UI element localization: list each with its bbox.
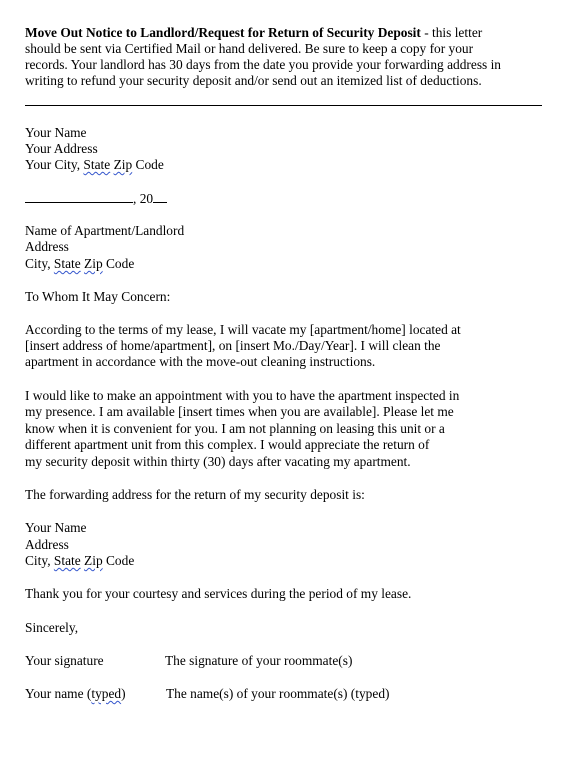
notice-title: Move Out Notice to Landlord/Request for Return of Security Deposit xyxy=(25,25,421,40)
your-name-typed-prefix: Your name ( xyxy=(25,686,92,701)
recipient-city: City, xyxy=(25,256,54,271)
notice-header-line-3: records. Your landlord has 30 days from the date you provide your forwarding address in xyxy=(25,57,502,72)
header-divider xyxy=(25,105,542,106)
para1-line-1: According to the terms of my lease, I will vacate my [apartment/home] located at xyxy=(25,322,461,337)
date-year-prefix: , 20 xyxy=(133,191,154,206)
date-blank xyxy=(25,190,133,203)
recipient-zip: Zip xyxy=(84,256,103,271)
para2-line-4: different apartment unit from this complex. I would appreciate the return of xyxy=(25,437,430,452)
forwarding-intro: The forwarding address for the return of my security deposit is: xyxy=(25,487,365,502)
para1-line-3: apartment in accordance with the move-out cleaning instructions. xyxy=(25,354,376,369)
sender-address: Your Address xyxy=(25,141,98,156)
sender-city: Your City, xyxy=(25,157,84,172)
sender-name: Your Name xyxy=(25,125,87,140)
notice-header-line-4: writing to refund your security deposit and/or send out an itemized list of deductions. xyxy=(25,73,482,88)
year-blank xyxy=(153,190,167,203)
para1-line-2: [insert address of home/apartment], on [insert Mo./Day/Year]. I will clean the xyxy=(25,338,441,353)
para2-line-3: know when it is convenient for you. I am not planning on leasing this unit or a xyxy=(25,421,445,436)
roommate-name-typed: The name(s) of your roommate(s) (typed) xyxy=(166,686,390,701)
forwarding-code: Code xyxy=(102,553,135,568)
roommate-signature: The signature of your roommate(s) xyxy=(165,653,353,668)
notice-header-text: - this letter xyxy=(420,25,483,40)
your-name-typed xyxy=(25,686,126,702)
forwarding-name: Your Name xyxy=(25,520,87,535)
recipient-city-line xyxy=(25,256,134,272)
forwarding-city-line xyxy=(25,553,134,569)
your-name-typed-suffix: ) xyxy=(121,686,126,701)
recipient-address: Address xyxy=(25,239,69,254)
sender-city-line xyxy=(25,157,164,173)
forwarding-zip: Zip xyxy=(84,553,103,568)
thanks-line: Thank you for your courtesy and services during the period of my lease. xyxy=(25,586,412,601)
recipient-state: State xyxy=(53,256,81,271)
para2-line-2: my presence. I am available [insert times when you are available]. Please let me xyxy=(25,404,454,419)
your-signature: Your signature xyxy=(25,653,104,668)
sender-code: Code xyxy=(132,157,164,172)
forwarding-state: State xyxy=(53,553,81,568)
typed-word: typed xyxy=(91,686,122,701)
para2-line-5: my security deposit within thirty (30) days after vacating my apartment. xyxy=(25,454,411,469)
recipient-code: Code xyxy=(102,256,135,271)
salutation: To Whom It May Concern: xyxy=(25,289,171,304)
para2-line-1: I would like to make an appointment with you to have the apartment inspected in xyxy=(25,388,460,403)
date-line xyxy=(25,190,167,207)
forwarding-city: City, xyxy=(25,553,54,568)
sender-state: State xyxy=(83,157,111,172)
notice-header-line-2: should be sent via Certified Mail or hand delivered. Be sure to keep a copy for your xyxy=(25,41,474,56)
sender-zip: Zip xyxy=(113,157,133,172)
recipient-name: Name of Apartment/Landlord xyxy=(25,223,185,238)
notice-header-line-1 xyxy=(25,25,482,41)
forwarding-address: Address xyxy=(25,537,69,552)
closing: Sincerely, xyxy=(25,620,79,635)
